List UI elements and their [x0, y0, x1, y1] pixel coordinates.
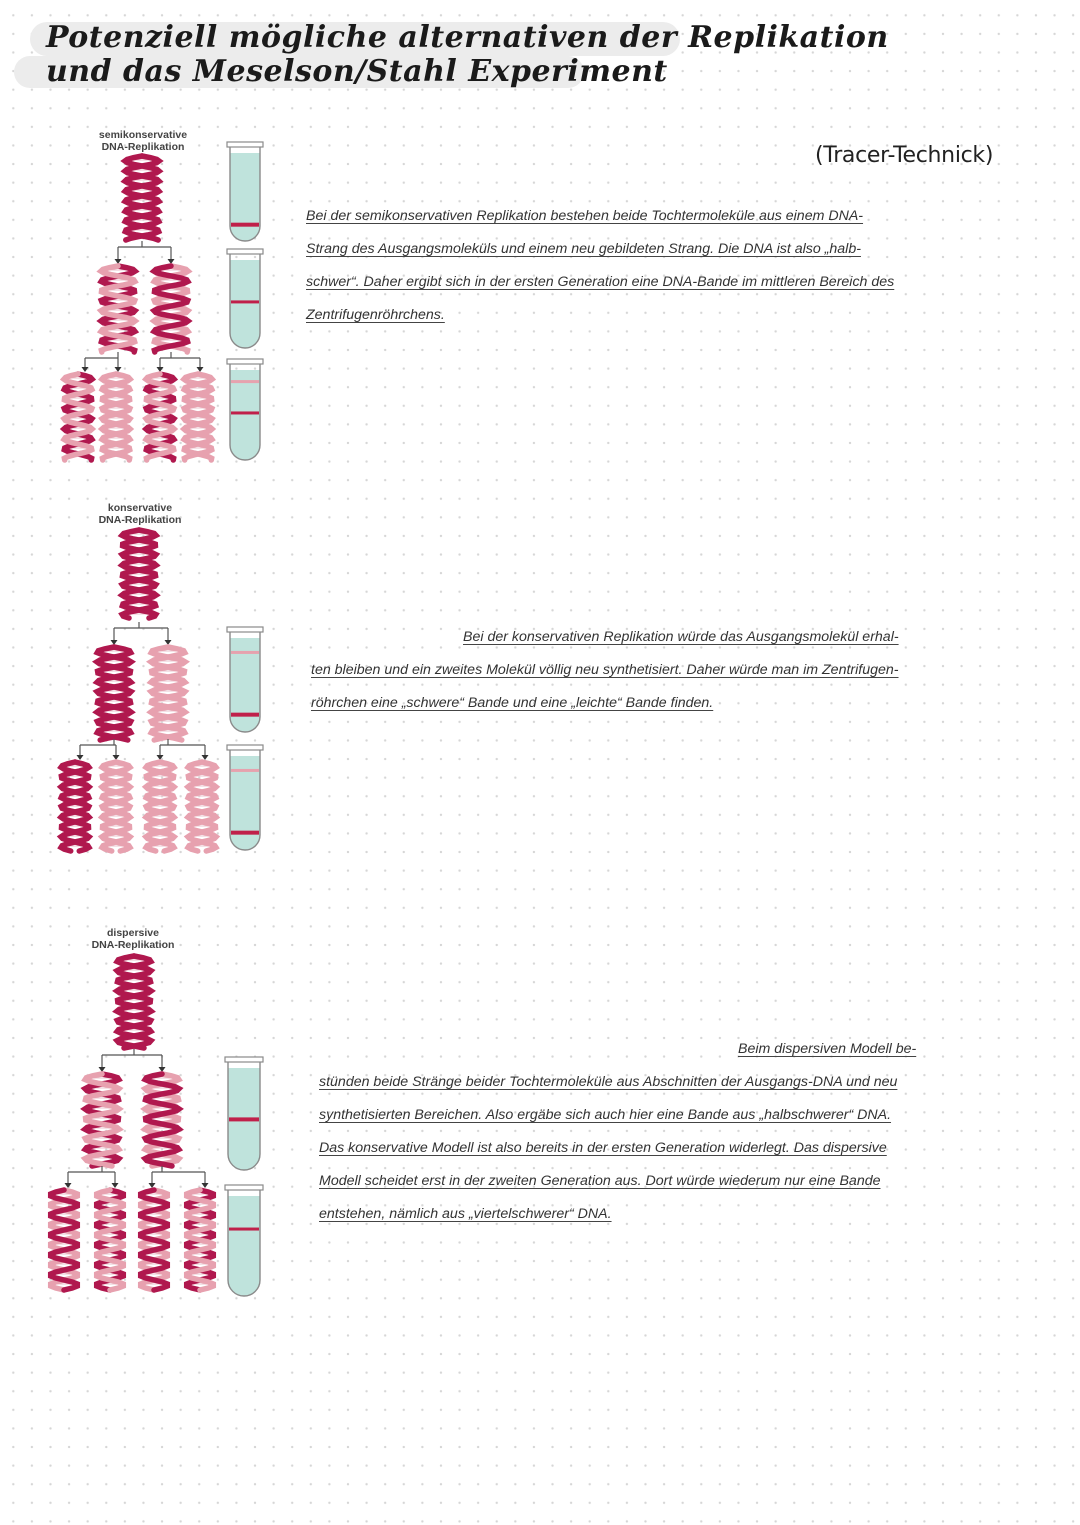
dna-band — [231, 831, 259, 835]
dna-helix — [146, 374, 174, 460]
centrifuge-tube — [227, 359, 263, 460]
arrow-head — [202, 755, 209, 760]
dna-band — [231, 769, 259, 772]
centrifuge-tube — [225, 1057, 263, 1170]
arrow-head — [115, 259, 122, 264]
page-subtitle: und das Meselson/Stahl Experiment — [46, 54, 668, 89]
dna-helix — [151, 647, 185, 740]
centrifuge-tube — [227, 249, 263, 348]
semiconservative-label: semikonservative DNA-Replikation — [98, 129, 188, 153]
semiconservative-text: Bei der semikonservativen Replikation bestehen beide Tochtermoleküle aus einem DNA- Strang des Ausgangsmoleküls und einem neu gebildeten Strang. Die DNA ist also „halb- schwer“. Daher ergibt sich in der ersten Generation eine DNA-Bande im mittleren Bereich des Zentrifugenröhrchens. — [306, 208, 895, 323]
centrifuge-tube — [227, 627, 263, 732]
dna-band — [231, 713, 259, 717]
tracer-note: (Tracer-Technick) — [815, 143, 994, 168]
dna-helix — [61, 762, 89, 851]
arrow-head — [112, 1183, 119, 1188]
page-title: Potenziell mögliche alternativen der Replikation — [46, 20, 889, 55]
arrow-head — [115, 367, 122, 372]
dna-helix — [97, 647, 131, 740]
dna-helix — [117, 956, 151, 1048]
dna-band — [231, 380, 259, 383]
arrow-head — [111, 640, 118, 645]
dna-helix — [122, 530, 156, 618]
arrow-head — [197, 367, 204, 372]
dna-helix — [125, 156, 159, 240]
dna-helix — [154, 266, 188, 352]
centrifuge-tube — [227, 745, 263, 850]
dna-band — [231, 411, 259, 414]
conservative-label: konservative DNA-Replikation — [98, 502, 182, 526]
arrow-head — [82, 367, 89, 372]
arrow-head — [202, 1183, 209, 1188]
dna-helix — [85, 1074, 119, 1166]
dna-band — [231, 651, 259, 654]
dna-helix — [184, 374, 212, 460]
arrow-head — [168, 259, 175, 264]
dna-band — [229, 1228, 259, 1231]
dna-band — [229, 1117, 259, 1121]
dispersive-text: Beim dispersiven Modell be- stünden beide Stränge beider Tochtermoleküle aus Abschnitten der Ausgangs-DNA und neu synthetisierten Bereichen. Also ergäbe sich auch hier eine Bande aus „halbschwerer“ DNA. Das konservative Modell ist also bereits in der ersten Generation widerlegt. Das dispersive Modell scheidet erst in der zweiten Generation aus. Dort würde wiederum nur eine Bande entstehen, nämlich aus „viertelschwerer“ DNA. — [319, 1041, 917, 1222]
arrow-head — [165, 640, 172, 645]
dna-helix — [188, 762, 216, 851]
centrifuge-tube — [225, 1185, 263, 1296]
dna-band — [231, 223, 259, 227]
arrow-head — [65, 1183, 72, 1188]
conservative-text: Bei der konservativen Replikation würde das Ausgangsmolekül erhal- ten bleiben und ein zweites Molekül völlig neu synthetisiert. Daher würde man im Zentrifugen- röhrchen eine „schwere“ Bande und eine „leichte“ Bande finden. — [311, 629, 899, 711]
dna-helix — [101, 266, 135, 352]
dna-helix — [102, 762, 130, 851]
dna-helix — [64, 374, 92, 460]
arrow-head — [149, 1183, 156, 1188]
dna-helix — [141, 1190, 168, 1290]
arrow-head — [77, 755, 84, 760]
dna-helix — [145, 1074, 179, 1166]
dna-band — [231, 300, 259, 303]
centrifuge-tube — [227, 142, 263, 241]
dna-helix — [51, 1190, 78, 1290]
dna-helix — [97, 1190, 124, 1290]
dna-helix — [102, 374, 130, 460]
dna-helix — [146, 762, 174, 851]
dispersive-label: dispersive DNA-Replikation — [91, 927, 175, 951]
dna-helix — [187, 1190, 214, 1290]
